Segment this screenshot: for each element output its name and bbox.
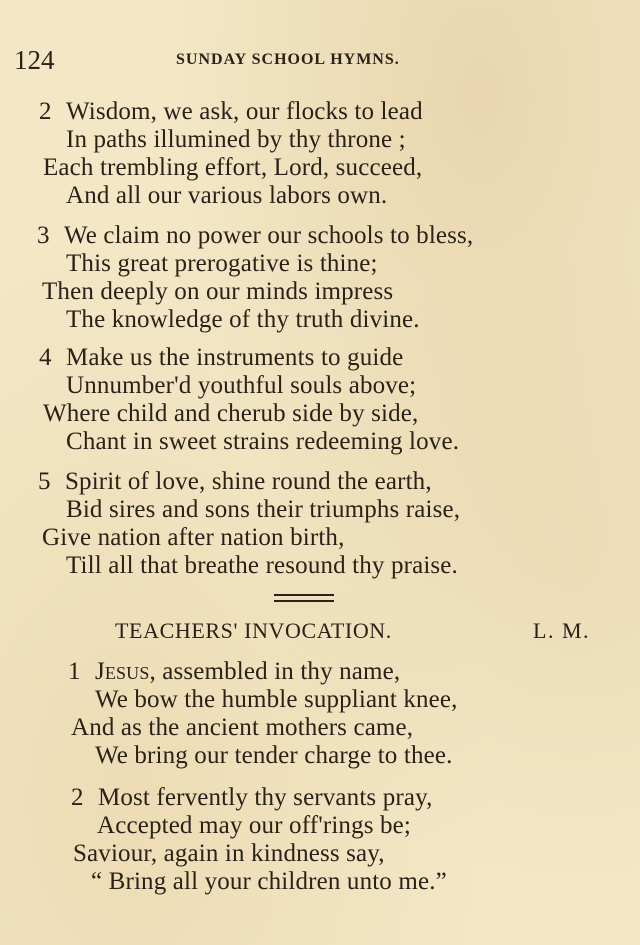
verse-line: We bow the humble suppliant knee, [95,686,458,713]
verse-line: “ Bring all your children unto me.” [91,868,447,895]
verse-line: Accepted may our off'rings be; [97,812,411,839]
divider-rule-lower [274,600,334,602]
verse-line: We bring our tender charge to thee. [95,742,453,769]
verse-line: Then deeply on our minds impress [42,278,394,305]
verse-line: And as the ancient mothers came, [71,714,414,741]
verse-line: Bid sires and sons their triumphs raise, [66,496,461,523]
verse-line: Chant in sweet strains redeeming love. [66,428,460,455]
verse-line: This great prerogative is thine; [66,250,378,277]
verse-line: 4 Make us the instruments to guide [39,344,404,371]
verse-line: In paths illumined by thy throne ; [66,126,406,153]
stanza-number: 4 [39,344,52,371]
verse-line: 3 We claim no power our schools to bless, [37,222,474,249]
stanza-number: 1 [68,658,81,685]
verse-line: Where child and cherub side by side, [43,400,419,427]
verse-line: Give nation after nation birth, [42,524,345,551]
hymn-title: TEACHERS' INVOCATION. [115,618,392,643]
verse-line: Each trembling effort, Lord, succeed, [43,154,423,181]
first-word: Jesus, [95,658,156,685]
running-head: SUNDAY SCHOOL HYMNS. [176,51,400,68]
hymn-meter: L. M. [533,618,590,643]
verse-line: 5 Spirit of love, shine round the earth, [38,468,432,495]
stanza-number: 2 [71,784,84,811]
page-number: 124 [14,45,55,75]
verse-line: Unnumber'd youthful souls above; [66,372,417,399]
verse-line: 2 Wisdom, we ask, our flocks to lead [39,98,423,125]
stanza-number: 3 [37,222,50,249]
page-header [14,42,614,78]
verse-line: The knowledge of thy truth divine. [66,306,420,333]
verse-line: And all our various labors own. [66,182,388,209]
stanza-number: 2 [39,98,52,125]
verse-line: 1 Jesus, assembled in thy name, [68,658,401,685]
divider-rule-upper [274,594,334,596]
verse-line: Till all that breathe resound thy praise. [66,552,458,579]
verse-line: 2 Most fervently thy servants pray, [71,784,433,811]
stanza-number: 5 [38,468,51,495]
verse-line: Saviour, again in kindness say, [73,840,385,867]
